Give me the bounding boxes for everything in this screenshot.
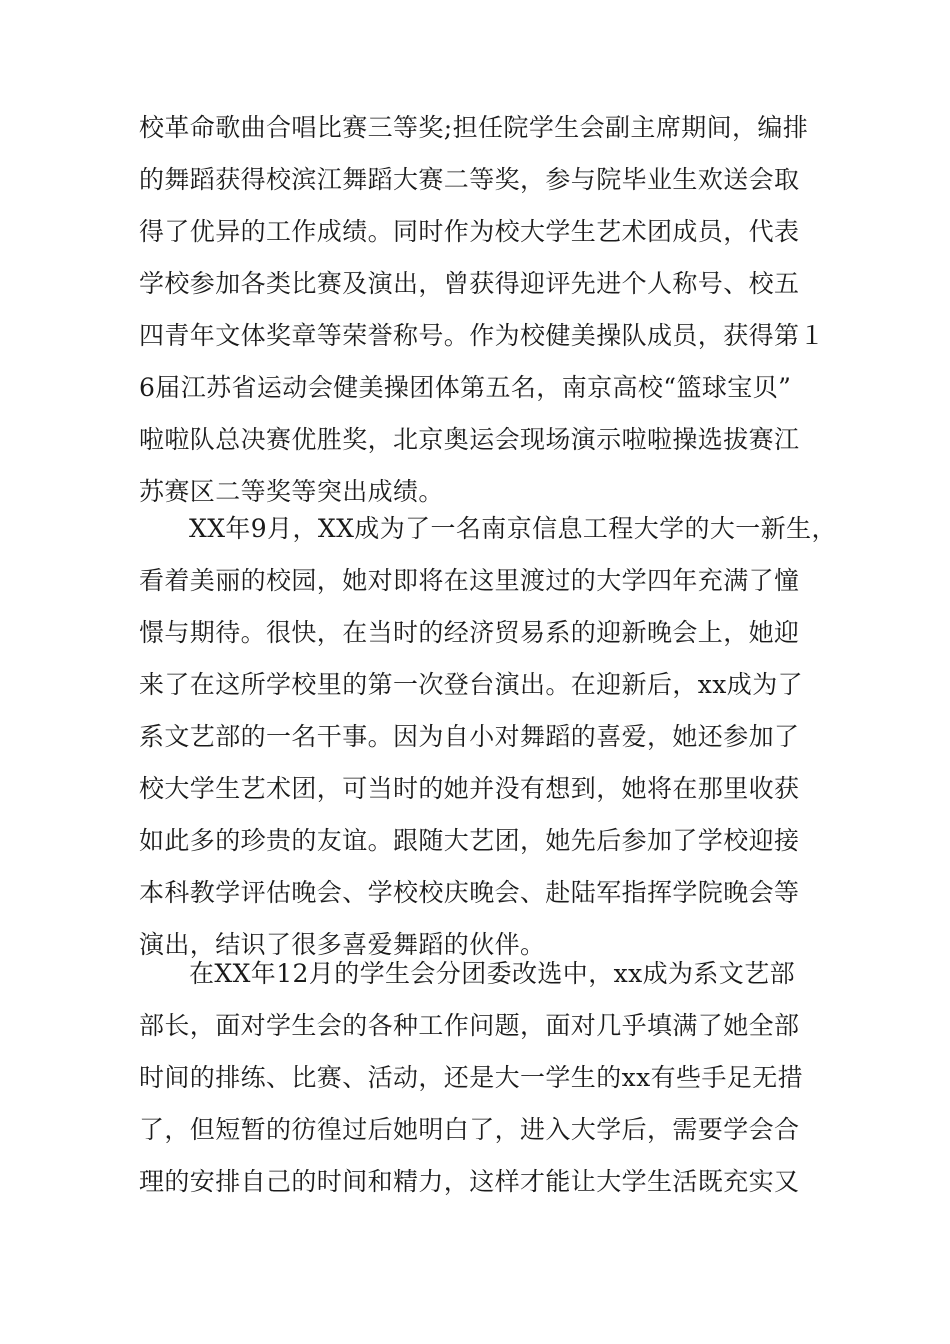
paragraph-continued bbox=[139, 102, 839, 518]
text-line: 理的安排自己的时间和精力，这样才能让大学生活既充实又 bbox=[139, 1167, 800, 1196]
text-line: 校革命歌曲合唱比赛三等奖;担任院学生会副主席期间，编排 bbox=[139, 113, 809, 142]
text-line: 看着美丽的校园，她对即将在这里渡过的大学四年充满了憧 bbox=[139, 566, 800, 595]
text-line: 演出，结识了很多喜爱舞蹈的伙伴。 bbox=[139, 930, 546, 959]
text-line: 在XX年12月的学生会分团委改选中，xx成为系文艺部 bbox=[189, 959, 796, 988]
text-line: 来了在这所学校里的第一次登台演出。在迎新后，xx成为了 bbox=[139, 670, 804, 699]
text-line: 6届江苏省运动会健美操团体第五名，南京高校“篮球宝贝” bbox=[139, 373, 792, 402]
text-line: 系文艺部的一名干事。因为自小对舞蹈的喜爱，她还参加了 bbox=[139, 722, 800, 751]
text-line: 校大学生艺术团，可当时的她并没有想到，她将在那里收获 bbox=[139, 774, 800, 803]
text-line: 本科教学评估晚会、学校校庆晚会、赴陆军指挥学院晚会等 bbox=[139, 878, 800, 907]
text-line: 憬与期待。很快，在当时的经济贸易系的迎新晚会上，她迎 bbox=[139, 618, 800, 647]
text-line: 时间的排练、比赛、活动，还是大一学生的xx有些手足无措 bbox=[139, 1063, 804, 1092]
text-line: 的舞蹈获得校滨江舞蹈大赛二等奖，参与院毕业生欢送会取 bbox=[139, 165, 800, 194]
text-line: 得了优异的工作成绩。同时作为校大学生艺术团成员，代表 bbox=[139, 217, 800, 246]
text-line: 部长，面对学生会的各种工作问题，面对几乎填满了她全部 bbox=[139, 1011, 800, 1040]
text-line: 学校参加各类比赛及演出，曾获得迎评先进个人称号、校五 bbox=[139, 269, 800, 298]
text-line: 啦啦队总决赛优胜奖，北京奥运会现场演示啦啦操选拔赛江 bbox=[139, 425, 800, 454]
text-line: XX年9月，XX成为了一名南京信息工程大学的大一新生， bbox=[189, 514, 837, 543]
text-line: 了，但短暂的彷徨过后她明白了，进入大学后，需要学会合 bbox=[139, 1115, 800, 1144]
text-line: 四青年文体奖章等荣誉称号。作为校健美操队成员，获得第１ bbox=[139, 321, 825, 350]
text-line: 苏赛区二等奖等突出成绩。 bbox=[139, 477, 444, 506]
paragraph-freshman-year bbox=[139, 503, 839, 971]
text-line: 如此多的珍贵的友谊。跟随大艺团，她先后参加了学校迎接 bbox=[139, 826, 800, 855]
paragraph-student-union bbox=[139, 948, 839, 1208]
